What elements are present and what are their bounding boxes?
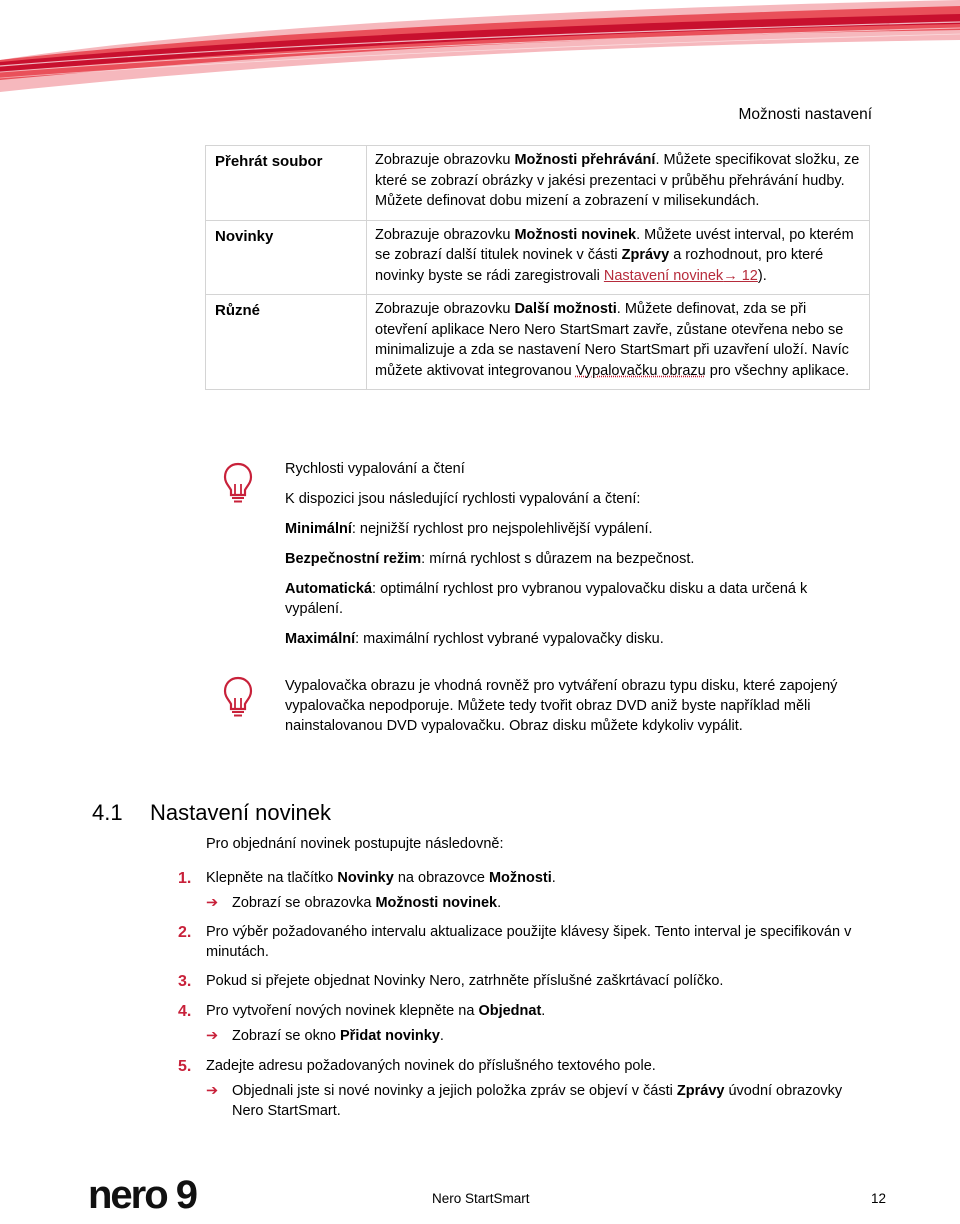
section-heading: [92, 800, 331, 826]
step-text: Pro výběr požadovaného intervalu aktualizace použijte klávesy šipek. Tento interval je specifikován v minutách.: [206, 924, 852, 960]
step-number: 1.: [178, 870, 192, 887]
step-text: [206, 1001, 868, 1021]
section-intro: Pro objednání novinek postupujte následovně:: [206, 836, 504, 852]
step-text: [206, 868, 868, 888]
speed-label: Automatická: [285, 581, 373, 597]
desc-text: . Můžete specifikovat složku, ze které se zobrazí obrázky v jakési prezentaci v průběhu přehrávání hudby. Můžete definovat dobu mizení a zobrazení v milisekundách.: [375, 152, 860, 209]
desc-bold: Zprávy: [621, 247, 670, 263]
speed-label: Minimální: [285, 521, 352, 537]
step-5: [178, 1056, 868, 1121]
step-bold: Možnosti: [488, 870, 552, 886]
section-title: Nastavení novinek: [150, 800, 331, 825]
speed-label: Bezpečnostní režim: [285, 551, 422, 567]
step-result: [206, 1026, 868, 1046]
result-bold: Přidat novinky: [340, 1028, 440, 1044]
desc-text: Zobrazuje obrazovku: [375, 301, 515, 317]
desc-text: ).: [757, 267, 767, 284]
logo-wordmark: nero 9: [88, 1173, 197, 1217]
page-number: 12: [870, 1191, 886, 1206]
desc-bold: Možnosti přehrávání: [514, 152, 656, 168]
result-text: Objednali jste si nové novinky a jejich položka zpráv se objeví v části: [232, 1083, 677, 1099]
arrow-right-icon: ➔: [206, 895, 219, 911]
speed-text: : nejnižší rychlost pro nejspolehlivější vypálení.: [351, 521, 653, 537]
link-text: Nastavení novinek: [603, 267, 724, 284]
options-table: [205, 145, 870, 390]
step-text: Zadejte adresu požadovaných novinek do příslušného textového pole.: [206, 1058, 656, 1074]
step-text-part: .: [541, 1003, 546, 1019]
result-bold: Zprávy: [676, 1083, 725, 1099]
image-recorder-term[interactable]: Vypalovačku obrazu: [575, 362, 706, 379]
section-number: 4.1: [92, 800, 123, 825]
header-title: Možnosti nastavení: [738, 106, 872, 123]
result-text: Zobrazí se obrazovka: [232, 895, 376, 911]
step-bold: Novinky: [337, 870, 394, 886]
tip-intro: K dispozici jsou následující rychlosti vypalování a čtení:: [285, 491, 641, 507]
table-row: [206, 295, 870, 390]
table-row: [206, 220, 870, 295]
list-item: [285, 519, 865, 539]
step-number: 2.: [178, 924, 192, 941]
result-text: .: [497, 895, 502, 911]
desc-bold: Možnosti novinek: [514, 226, 637, 243]
arrow-right-icon: ➔: [206, 1083, 219, 1099]
step-number: 3.: [178, 973, 192, 990]
link-page-ref: → 12: [723, 267, 758, 284]
desc-text: Zobrazuje obrazovku: [375, 152, 515, 168]
speed-text: : maximální rychlost vybrané vypalovačky disku.: [355, 631, 664, 647]
list-item: [285, 549, 865, 569]
step-text-part: na obrazovce: [393, 870, 489, 886]
list-item: [285, 629, 865, 649]
step-bold: Objednat: [478, 1003, 542, 1019]
option-name: Přehrát soubor: [206, 146, 367, 221]
option-name: Novinky: [206, 220, 367, 295]
desc-bold: Další možnosti: [514, 301, 617, 317]
lightbulb-icon: [222, 462, 254, 504]
footer-product-name: Nero StartSmart: [432, 1191, 530, 1206]
option-name: Různé: [206, 295, 367, 390]
option-description: [367, 220, 870, 295]
desc-text: pro všechny aplikace.: [705, 362, 850, 379]
lightbulb-icon: [222, 676, 254, 718]
option-description: [367, 295, 870, 390]
image-recorder-tip: [285, 676, 865, 736]
speed-label: Maximální: [285, 631, 356, 647]
speed-text: : mírná rychlost s důrazem na bezpečnost.: [421, 551, 695, 567]
result-text: Zobrazí se okno: [232, 1028, 340, 1044]
step-text-part: Pro vytvoření nových novinek klepněte na: [206, 1003, 479, 1019]
step-result: [206, 1081, 868, 1121]
step-3: [178, 971, 868, 991]
speed-text: : optimální rychlost pro vybranou vypalovačku disku a data určená k vypálení.: [285, 581, 808, 617]
header-swoosh-decoration: [0, 0, 960, 100]
desc-text: a rozhodnout, pro které novinky byste se rádi zaregistrovali: [375, 247, 824, 284]
step-text: Pokud si přejete objednat Novinky Nero, zatrhněte příslušné zaškrtávací políčko.: [206, 973, 724, 989]
step-text-part: .: [551, 870, 556, 886]
desc-text: Zobrazuje obrazovku: [375, 226, 515, 243]
desc-text: . Můžete uvést interval, po kterém se zobrazí další titulek novinek v části: [375, 226, 854, 263]
step-result: [206, 893, 868, 913]
arrow-right-icon: ➔: [206, 1028, 219, 1044]
result-bold: Možnosti novinek: [375, 895, 498, 911]
step-number: 5.: [178, 1058, 192, 1075]
step-text-part: Klepněte na tlačítko: [206, 870, 338, 886]
result-text: úvodní obrazovky Nero StartSmart.: [232, 1083, 843, 1119]
option-description: [367, 146, 870, 221]
desc-text: . Můžete definovat, zda se při otevření aplikace Nero Nero StartSmart zavře, zůstane otevřena nebo se minimalizuje a zda se nastavení Nero StartSmart při uzavření uloží. Navíc můžete aktivovat integrovanou: [375, 301, 849, 379]
news-settings-link[interactable]: [604, 268, 758, 284]
burn-speeds-tip: [285, 459, 865, 659]
list-item: [285, 579, 865, 619]
step-4: [178, 1001, 868, 1046]
step-2: [178, 922, 868, 962]
tip-text: Vypalovačka obrazu je vhodná rovněž pro vytváření obrazu typu disku, které zapojený vypalovačka nepodporuje. Můžete tedy tvořit obraz DVD aniž byste například měli nainstalovanou DVD vypalovačku. Obraz disku můžete kdykoliv vypálit.: [285, 678, 838, 734]
table-row: [206, 146, 870, 221]
tip-heading: Rychlosti vypalování a čtení: [285, 461, 465, 477]
nero-9-logo: [88, 1172, 228, 1224]
step-number: 4.: [178, 1003, 192, 1020]
step-1: [178, 868, 868, 913]
result-text: .: [439, 1028, 444, 1044]
